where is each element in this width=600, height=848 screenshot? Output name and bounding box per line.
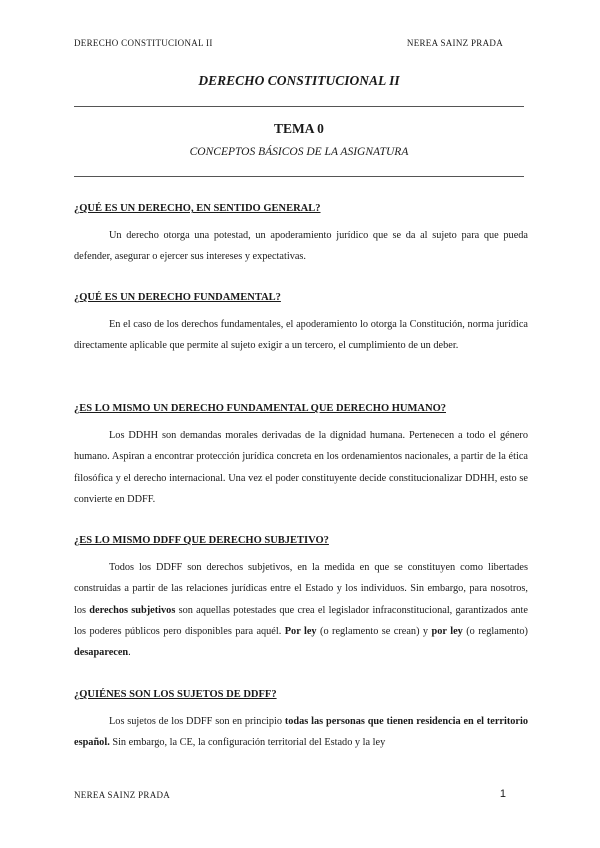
text-run: son aquellas potestades que crea el legislador infraconstitucional, garantizados ante los poderes públicos pero disponibles para aquél. <box>74 604 528 637</box>
section-heading-derecho-fundamental: ¿QUÉ ES UN DERECHO FUNDAMENTAL? <box>74 292 281 303</box>
document-title: DERECHO CONSTITUCIONAL II <box>198 73 400 88</box>
tema-subtitle: CONCEPTOS BÁSICOS DE LA ASIGNATURA <box>189 146 409 158</box>
bold-term: todas las personas que tienen residencia en el territorio español. <box>74 716 528 749</box>
subtitle-divider <box>74 176 524 177</box>
bold-term: desaparecen <box>74 647 129 659</box>
text-run: . <box>128 647 131 659</box>
text-run: (o reglamento se crean) y <box>316 625 432 637</box>
title-divider <box>74 106 524 107</box>
section-heading-sujetos: ¿QUIÉNES SON LOS SUJETOS DE DDFF? <box>74 689 277 700</box>
text-run: Sin embargo, la CE, la configuración territorial del Estado y la ley <box>109 737 386 749</box>
running-footer-author: NEREA SAINZ PRADA <box>74 790 171 800</box>
page-number: 1 <box>499 788 506 800</box>
section-text-ddhh: Los DDHH son demandas morales derivadas de la dignidad humana. Pertenecen a todo el género humano. Aspiran a encontrar protección jurídica concreta en los ordenamientos nacionales, a partir de la ética filosófica y el derecho internacional. Una vez el poder constituyente decide constitucionalizar DDHH, esto se convierte en DDFF. <box>74 430 528 505</box>
section-text-derecho-subjetivo <box>74 557 528 663</box>
section-text-derecho: Un derecho otorga una potestad, un apoderamiento jurídico que se da al sujeto para que pueda defender, asegurar o ejercer sus intereses y expectativas. <box>74 230 528 263</box>
section-heading-ddhh: ¿ES LO MISMO UN DERECHO FUNDAMENTAL QUE DERECHO HUMANO? <box>74 403 446 414</box>
section-heading-derecho-subjetivo: ¿ES LO MISMO DDFF QUE DERECHO SUBJETIVO? <box>74 535 329 546</box>
text-run: Los sujetos de los DDFF son en principio <box>109 716 285 727</box>
section-text-sujetos <box>74 711 528 754</box>
bold-term: por ley <box>431 625 463 637</box>
text-run: (o reglamento) <box>462 625 528 637</box>
running-header-course: DERECHO CONSTITUCIONAL II <box>74 38 213 48</box>
bold-term: Por ley <box>284 625 317 637</box>
text-run: Todos los DDFF son derechos subjetivos, en la medida en que se constituyen como libertades construidas a partir de las relaciones jurídicas entre el Estado y los individuos. Sin embargo, para nosotros, los <box>74 562 528 616</box>
tema-heading: TEMA 0 <box>274 121 324 136</box>
section-heading-derecho: ¿QUÉ ES UN DERECHO, EN SENTIDO GENERAL? <box>74 203 321 214</box>
running-header-author: NEREA SAINZ PRADA <box>406 38 503 48</box>
section-text-derecho-fundamental: En el caso de los derechos fundamentales, el apoderamiento lo otorga la Constitución, norma jurídica directamente aplicable que permite al sujeto exigir a un tercero, el cumplimiento de un deber. <box>74 319 528 352</box>
bold-term: derechos subjetivos <box>89 604 176 616</box>
